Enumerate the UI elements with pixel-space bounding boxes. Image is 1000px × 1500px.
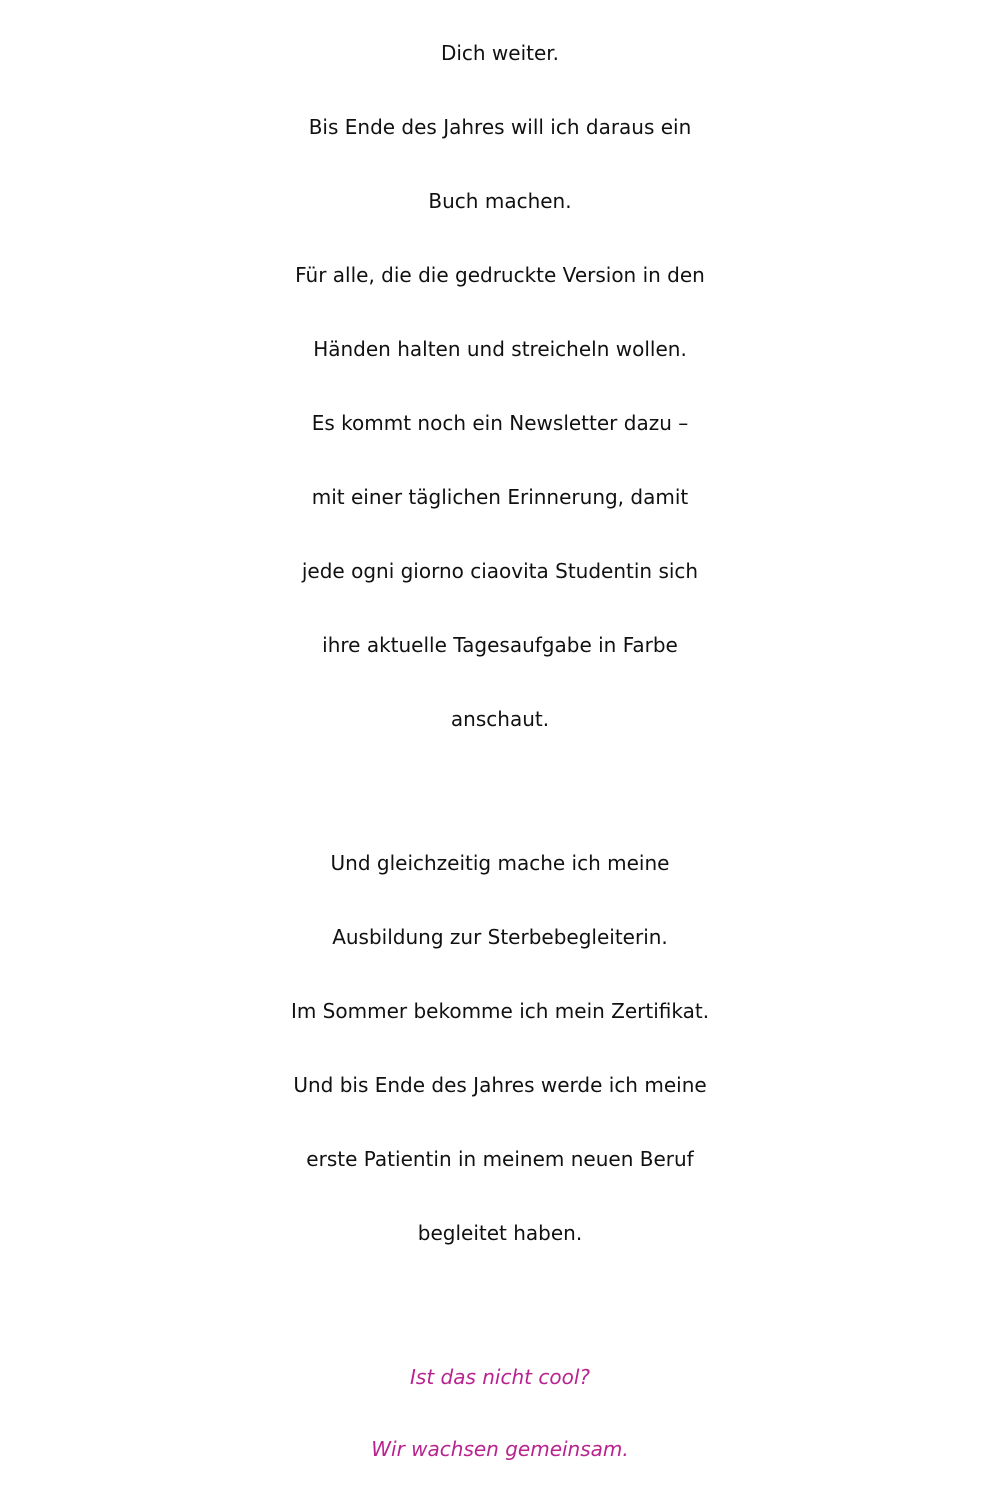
- closing-line: Wir wachsen gemeinsam.: [371, 1437, 629, 1461]
- text-line: ihre aktuelle Tagesaufgabe in Farbe: [322, 633, 678, 657]
- text-line: begleitet haben.: [417, 1221, 583, 1245]
- text-line: erste Patientin in meinem neuen Beruf: [306, 1147, 694, 1171]
- text-line: jede ogni giorno ciaovita Studentin sich: [301, 559, 699, 583]
- closing-line: Ist das nicht cool?: [410, 1365, 590, 1389]
- text-line: Bis Ende des Jahres will ich daraus ein: [308, 115, 692, 139]
- text-line: Im Sommer bekomme ich mein Zertifikat.: [290, 999, 710, 1023]
- text-line: Dich weiter.: [440, 41, 560, 65]
- text-line: Buch machen.: [428, 189, 572, 213]
- text-line: Händen halten und streicheln wollen.: [313, 337, 687, 361]
- text-line: Für alle, die die gedruckte Version in den: [295, 263, 705, 287]
- text-line: Und bis Ende des Jahres werde ich meine: [293, 1073, 707, 1097]
- text-line: Ausbildung zur Sterbebegleiterin.: [332, 925, 668, 949]
- text-line: Es kommt noch ein Newsletter dazu –: [311, 411, 689, 435]
- text-line: mit einer täglichen Erinnerung, damit: [311, 485, 689, 509]
- text-line: anschaut.: [450, 707, 550, 731]
- text-line: Und gleichzeitig mache ich meine: [330, 851, 670, 875]
